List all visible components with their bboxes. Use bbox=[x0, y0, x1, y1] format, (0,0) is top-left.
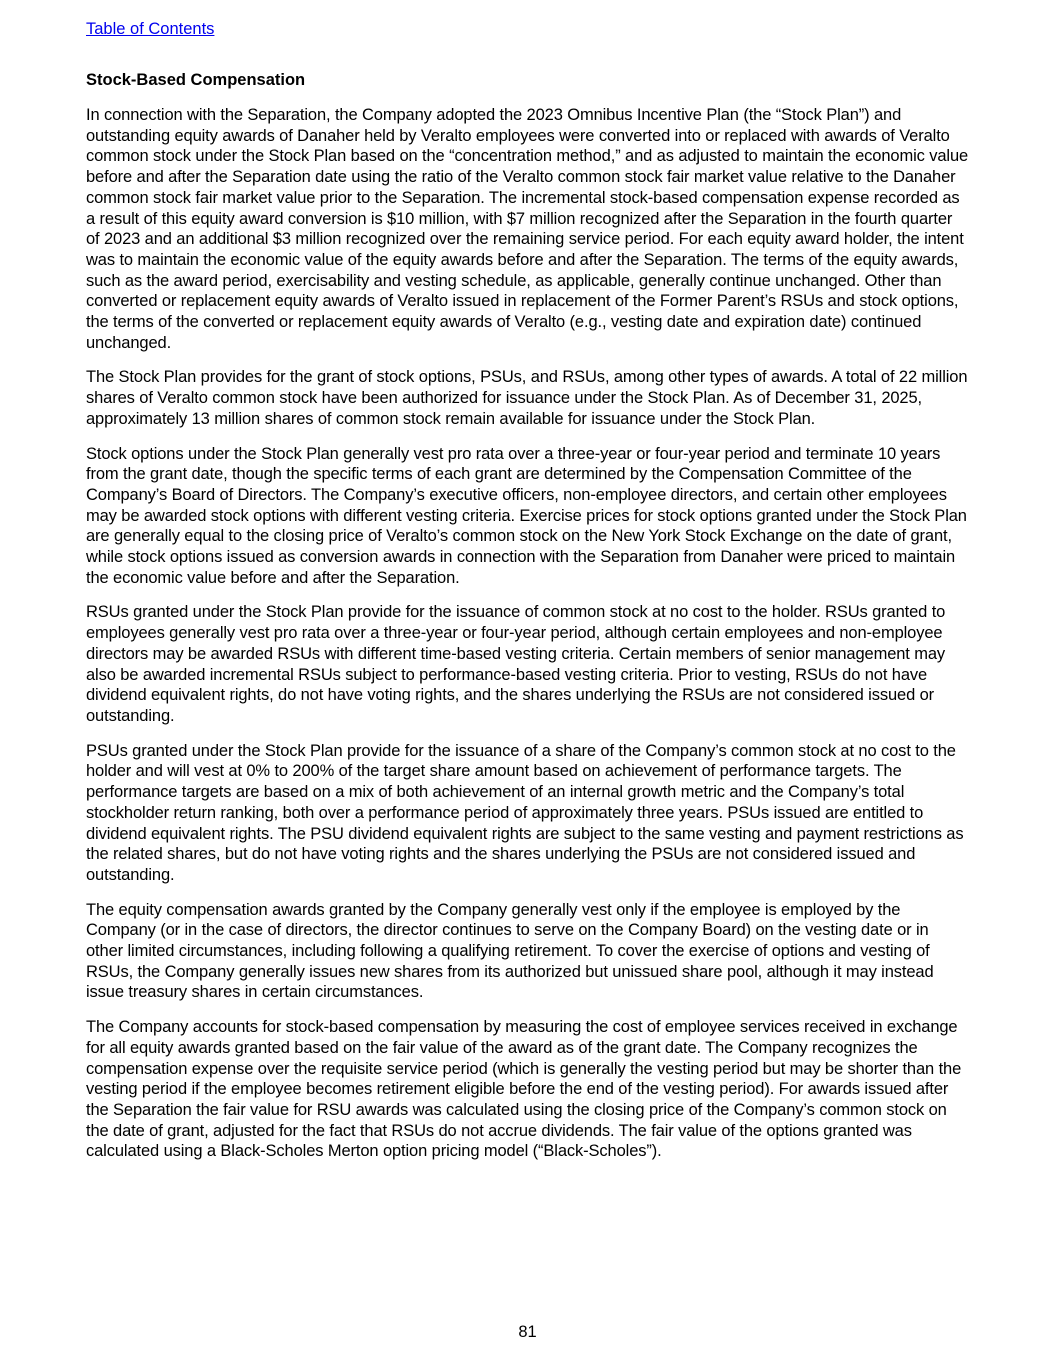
section-heading: Stock-Based Compensation bbox=[86, 71, 306, 89]
page-number: 81 bbox=[518, 1323, 537, 1341]
paragraph-vesting-conditions: The equity compensation awards granted by the Company generally vest only if the employee is employed by the Company (or in the case of directors, the director continues to serve on the Company Board) on the vesting date or in other limited circumstances, including following a qualifying retirement. To cover the exercise of options and vesting of RSUs, the Company generally issues new shares from its authorized but unissued share pool, although it may instead issue treasury shares in certain circumstances. bbox=[86, 900, 934, 1002]
paragraph-rsus: RSUs granted under the Stock Plan provide for the issuance of common stock at no cost to the holder. RSUs granted to employees generally vest pro rata over a three-year or four-year period, although certain employees and non-employee directors may be awarded RSUs with different time-based vesting criteria. Certain members of senior management may also be awarded incremental RSUs subject to performance-based vesting criteria. Prior to vesting, RSUs do not have dividend equivalent rights, do not have voting rights, and the shares underlying the RSUs are not considered issued or outstanding. bbox=[86, 603, 946, 725]
paragraph-separation-conversion: In connection with the Separation, the Company adopted the 2023 Omnibus Incentive Plan (the “Stock Plan”) and outstanding equity awards of Danaher held by Veralto employees were converted into or replaced with awards of Veralto common stock under the Stock Plan based on the “concentration method,” and as adjusted to maintain the economic value before and after the Separation date using the ratio of the Veralto common stock fair market value relative to the Danaher common stock fair market value prior to the Separation. The incremental stock-based compensation expense recorded as a result of this equity award conversion is $10 million, with $7 million recognized after the Separation in the fourth quarter of 2023 and an additional $3 million recognized over the remaining service period. For each equity award holder, the intent was to maintain the economic value of the equity awards before and after the Separation. The terms of the equity awards, such as the award period, exercisability and vesting schedule, as applicable, generally continue unchanged. Other than converted or replacement equity awards of Veralto issued in replacement of the Former Parent’s RSUs and stock options, the terms of the converted or replacement equity awards of Veralto (e.g., vesting date and expiration date) continued unchanged. bbox=[86, 106, 969, 352]
paragraph-stock-plan-authorization: The Stock Plan provides for the grant of stock options, PSUs, and RSUs, among other types of awards. A total of 22 million shares of Veralto common stock have been authorized for issuance under the Stock Plan. As of December 31, 2025, approximately 13 million shares of common stock remain available for issuance under the Stock Plan. bbox=[86, 368, 968, 428]
paragraph-stock-options: Stock options under the Stock Plan generally vest pro rata over a three-year or four-year period and terminate 10 years from the grant date, though the specific terms of each grant are determined by the Compensation Committee of the Company’s Board of Directors. The Company’s executive officers, non-employee directors, and certain other employees may be awarded stock options with different vesting criteria. Exercise prices for stock options granted under the Stock Plan are generally equal to the closing price of Veralto’s common stock on the New York Stock Exchange on the date of grant, while stock options issued as conversion awards in connection with the Separation from Danaher were priced to maintain the economic value before and after the Separation. bbox=[86, 444, 967, 587]
paragraph-accounting-policy: The Company accounts for stock-based compensation by measuring the cost of employee services received in exchange for all equity awards granted based on the fair value of the award as of the grant date. The Company recognizes the compensation expense over the requisite service period (which is generally the vesting period but may be shorter than the vesting period if the employee becomes retirement eligible before the end of the vesting period). For awards issued after the Separation the fair value for RSU awards was calculated using the closing price of the Company’s common stock on the date of grant, adjusted for the fact that RSUs do not accrue dividends. The fair value of the options granted was calculated using a Black-Scholes Merton option pricing model (“Black-Scholes”). bbox=[86, 1018, 962, 1161]
table-of-contents-link[interactable]: Table of Contents bbox=[86, 20, 215, 38]
paragraph-psus: PSUs granted under the Stock Plan provide for the issuance of a share of the Company’s common stock at no cost to the holder and will vest at 0% to 200% of the target share amount based on achievement of performance targets. The performance targets are based on a mix of both achievement of an internal growth metric and the Company’s total stockholder return ranking, both over a performance period of approximately three years. PSUs issued are entitled to dividend equivalent rights. The PSU dividend equivalent rights are subject to the same vesting and payment restrictions as the related shares, but do not have voting rights and the shares underlying the PSUs are not considered issued and outstanding. bbox=[86, 741, 964, 884]
document-page bbox=[86, 18, 970, 1162]
